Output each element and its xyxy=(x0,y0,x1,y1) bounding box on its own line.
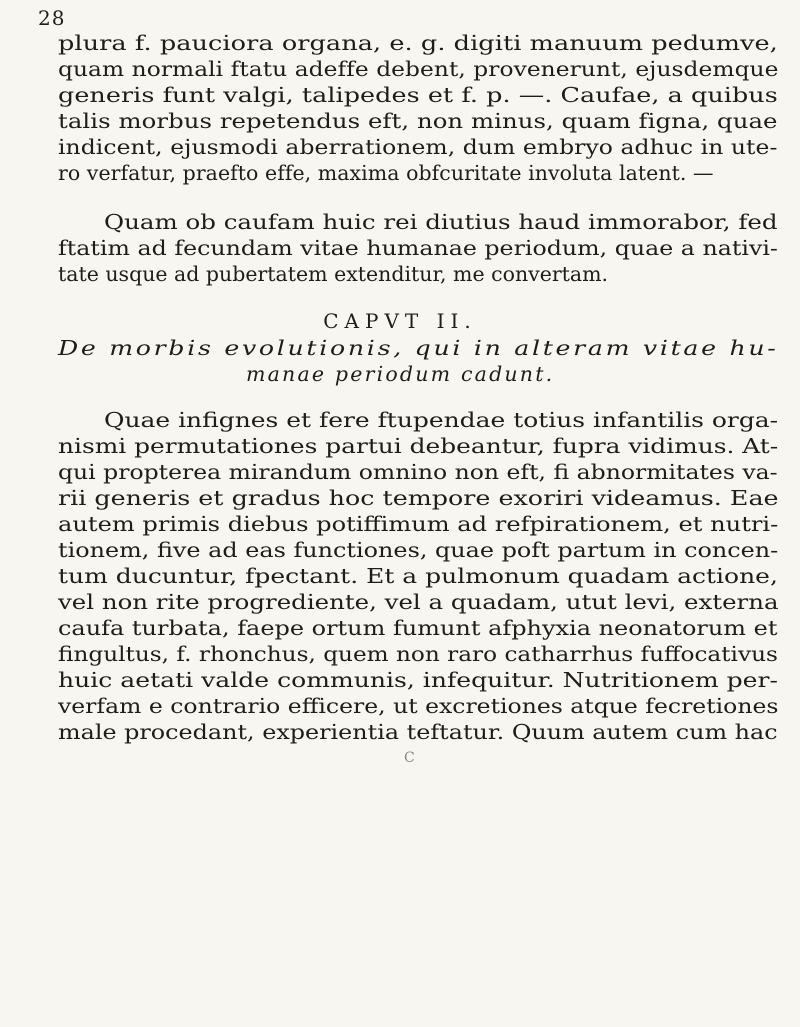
text-line: quam normali ftatu adeffe debent, provenerunt, ejusdemque xyxy=(58,57,779,81)
text-line: indicent, ejusmodi aberrationem, dum embryo adhuc in ute- xyxy=(58,135,778,159)
text-line: Quae infignes et fere ftupendae totius infantilis orga- xyxy=(104,408,779,432)
text-line: ftatim ad fecundam vitae humanae periodum, quae a nativi- xyxy=(58,236,778,260)
text-line: talis morbus repetendus eft, non minus, quam figna, quae xyxy=(58,109,778,133)
text-line: nismi permutationes partui debeantur, fupra vidimus. At- xyxy=(58,434,779,458)
text-line: caufa turbata, faepe ortum fumunt afphyxia neonatorum et xyxy=(58,616,778,640)
text-line: tionem, five ad eas functiones, quae poft partum in concen- xyxy=(58,538,779,562)
catchword: C xyxy=(404,750,415,766)
text-line: plura f. pauciora organa, e. g. digiti manuum pedumve, xyxy=(58,31,778,55)
chapter-title-line: manae periodum cadunt. xyxy=(246,362,555,386)
text-line: verfam e contrario efficere, ut excretiones atque fecretiones xyxy=(58,694,779,718)
text-line: vel non rite progrediente, vel a quadam, utut levi, externa xyxy=(58,590,779,614)
text-line: male procedant, experientia teftatur. Quum autem cum hac xyxy=(58,720,778,744)
page-number: 28 xyxy=(38,6,66,30)
text-line: ro verfatur, praefto effe, maxima obfcuritate involuta latent. — xyxy=(58,161,714,185)
text-line: autem primis diebus potiffimum ad refpirationem, et nutri- xyxy=(58,512,779,536)
text-line: rii generis et gradus hoc tempore exoriri videamus. Eae xyxy=(58,486,779,510)
text-line: tate usque ad pubertatem extenditur, me convertam. xyxy=(58,262,609,286)
text-line: huic aetati valde communis, infequitur. Nutritionem per- xyxy=(58,668,778,692)
text-line: fingultus, f. rhonchus, quem non raro catharrhus fuffocativus xyxy=(58,642,778,666)
chapter-heading: CAPVT II. xyxy=(323,309,477,333)
text-line: generis funt valgi, talipedes et f. p. —. Caufae, a quibus xyxy=(58,83,778,107)
text-line: qui propterea mirandum omnino non eft, fi abnormitates va- xyxy=(58,460,778,484)
chapter-title-line: De morbis evolutionis, qui in alteram vitae hu- xyxy=(58,336,779,360)
text-line: tum ducuntur, fpectant. Et a pulmonum quadam actione, xyxy=(58,564,778,588)
text-line: Quam ob caufam huic rei diutius haud immorabor, fed xyxy=(104,210,778,234)
